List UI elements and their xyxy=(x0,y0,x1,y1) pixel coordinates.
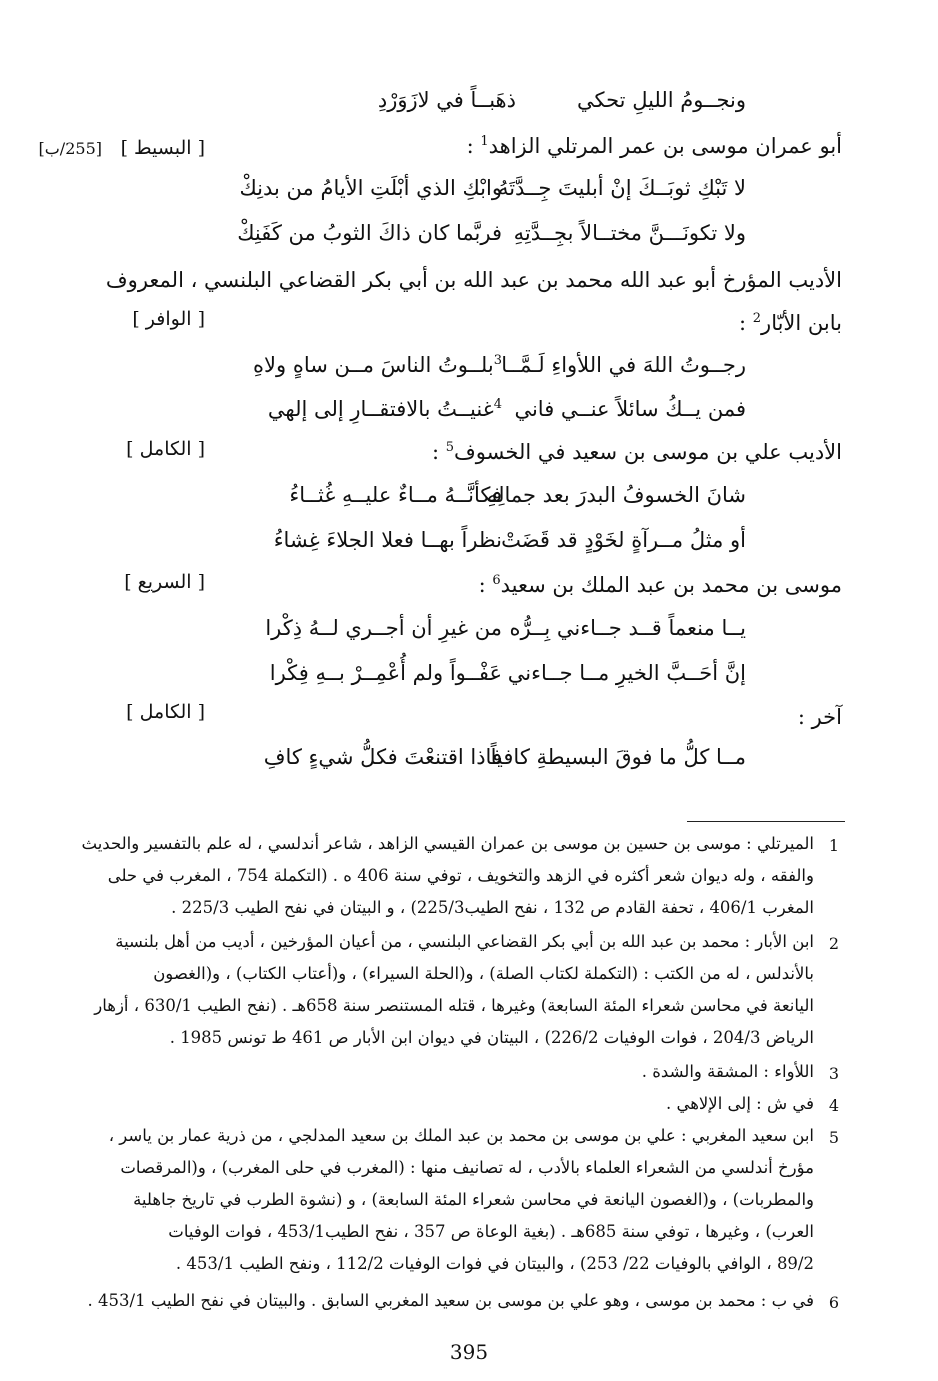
meter-label: [ البسيط ] xyxy=(120,137,205,159)
hemistich-first: يــا منعماً قــد جــاءني بِــرُّه xyxy=(509,616,746,640)
note-ref: 6 xyxy=(492,573,501,588)
note-ref: 1 xyxy=(480,134,489,149)
poet-intro: أبو عمران موسى بن عمر المرتلي الزاهد$^1$ : xyxy=(466,134,842,158)
meter-label: [ الكامل ] xyxy=(126,438,205,460)
footnote-line: اللأواء : المشقة والشدة . xyxy=(641,1062,814,1081)
footnote-number: 1 xyxy=(828,836,840,855)
hemistich-second: $^3$بلــوتُ الناسَ مــن ساهٍ ولاهِ xyxy=(253,353,502,377)
meter-label: [ الوافر ] xyxy=(132,308,205,330)
poet-intro: بابن الأبّار$^2$ : xyxy=(739,311,842,335)
footnote-line: الميرتلي : موسى بن حسين بن موسى بن عمران القيسي الزاهد ، شاعر أندلسي ، له علم بالتفسير والحديث xyxy=(81,834,814,853)
hemistich-first: ولا تكونَـــنَّ مختــالاً بجِــدَّتِهِ xyxy=(513,221,746,245)
hemistich-second: وابْكِ الذي أبْلَتِ الأيامُ من بدنِكْ xyxy=(239,176,502,200)
poet-intro: آخر : xyxy=(797,705,842,729)
footnote-line: اليانعة في محاسن شعراء المئة السابعة) وغيرها ، قتله المستنصر سنة 658هـ . (نفح الطيب 630/1 ، أزهار xyxy=(94,996,814,1015)
footnote-line: الرياض 204/3 ، فوات الوفيات 226/2) ، البيتان في ديوان ابن الأبار ص 461 ط تونس 1985 . xyxy=(169,1028,814,1047)
note-ref: 3 xyxy=(493,353,502,368)
hemistich-first: ونجــومُ الليلِ تحكي xyxy=(577,88,746,112)
note-ref: 4 xyxy=(493,397,502,412)
footnote-line: والمطربات) ، و(الغصون اليانعة في محاسن شعراء المئة السابعة) ، و (نشوة الطرب في تاريخ جاهلية xyxy=(133,1190,814,1209)
hemistich-second: فربَّما كان ذاكَ الثوبُ من كَفَنِكْ xyxy=(237,221,502,245)
footnote-line: 89/2 ، الوافي بالوفيات 22/ 253) ، والبيتان في فوات الوفيات 112/2 ، ونفح الطيب 453/1 . xyxy=(175,1254,814,1273)
hemistich-second: من غيرِ أن أجــري لــهُ ذِكْرا xyxy=(265,616,502,640)
folio-marker: [255/ب] xyxy=(38,139,102,158)
hemistich-first: رجــوتُ اللهَ في اللأواءِ لَـمَّــا xyxy=(501,353,746,377)
hemistich-second: $^4$غنيــتُ بالافتقــارِ إلى إلهي xyxy=(267,397,502,421)
footnote-line: في ب : محمد بن موسى ، وهو علي بن موسى بن سعيد المغربي السابق . والبيتان في نفح الطيب 453/1 . xyxy=(87,1291,814,1310)
note-ref: 5 xyxy=(445,440,455,455)
hemistich-first: إنَّ أحَــبَّ الخيرِ مــا جــاءني xyxy=(507,661,746,685)
hemistich-first: شانَ الخسوفُ البدرَ بعد جمالِهِ xyxy=(486,483,746,507)
note-ref: 2 xyxy=(752,311,762,326)
footnote-number: 4 xyxy=(828,1096,840,1115)
hemistich-first: فمن يــكُ سائلاً عنــي فاني xyxy=(514,397,746,421)
footnote-line: ابن سعيد المغربي : علي بن موسى بن محمد بن عبد الملك بن سعيد المدلجي ، من ذرية عمار بن ياسر ، xyxy=(108,1126,814,1145)
meter-label: [ الكامل ] xyxy=(126,701,205,723)
hemistich-first: لا تَبْكِ ثوبَــكَ إنْ أبليتَ جِــدَّتَهُ xyxy=(497,176,746,200)
footnote-line: مؤرخ أندلسي من الشعراء العلماء بالأدب ، له تصانيف منها : (المغرب في حلى المغرب) ، و(المرقصات xyxy=(120,1158,814,1177)
footnote-line: بالأندلس ، له من الكتب : (التكملة لكتاب الصلة) ، و(الحلة السيراء) ، و(أعتاب الكتاب) ، و(الغصون xyxy=(153,964,814,983)
footnote-separator xyxy=(687,821,845,822)
footnote-number: 2 xyxy=(828,934,840,953)
poet-intro-line: الأديب المؤرخ أبو عبد الله محمد بن عبد الله بن أبي بكر القضاعي البلنسي ، المعروف xyxy=(105,268,842,292)
poet-intro: موسى بن محمد بن عبد الملك بن سعيد$^6$ : xyxy=(478,573,842,597)
hemistich-second: ذهَبــاً في لازَوَرْدِ xyxy=(377,88,516,112)
footnote-line: ابن الأبار : محمد بن عبد الله بن أبي بكر القضاعي البلنسي ، من أعيان المؤرخين ، أديب من أهل بلنسية xyxy=(115,932,814,951)
hemistich-second: فاذا اقتنعْتَ فكلُّ شيءٍ كافِ xyxy=(263,745,502,769)
footnote-line: العرب) ، وغيرها ، توفي سنة 685هـ . (بغية الوعاة ص 357 ، نفح الطيب453/1 ، فوات الوفيات xyxy=(168,1222,814,1241)
meter-label: [ السريع ] xyxy=(124,571,205,593)
page-number: 395 xyxy=(449,1340,489,1364)
poet-intro: الأديب علي بن موسى بن سعيد في الخسوف$^5$ : xyxy=(431,440,842,464)
footnote-number: 5 xyxy=(828,1128,840,1147)
hemistich-first: مــا كلُّ ما فوقَ البسيطةِ كافياً xyxy=(490,745,746,769)
hemistich-first: أو مثلُ مــرآةٍ لخَوْدٍ قد قَضَتْ xyxy=(501,528,746,552)
footnote-number: 6 xyxy=(828,1293,840,1312)
hemistich-second: عَفْــواً ولم أُعْمِــرْ بــهِ فِكْرا xyxy=(269,661,502,685)
footnote-number: 3 xyxy=(828,1064,840,1083)
footnote-line: المغرب 406/1 ، تحفة القادم ص 132 ، نفح الطيب225/3) ، و البيتان في نفح الطيب 225/3 . xyxy=(171,898,814,917)
hemistich-second: نظراً بهــا فعلا الجلاءَ غِشاءُ xyxy=(273,528,502,552)
footnote-line: والفقه ، وله ديوان شعر أكثره في الزهد والتخويف ، توفي سنة 406 ه . (التكملة 754 ، المغرب في حلى xyxy=(107,866,814,885)
hemistich-second: فكأنَّــهُ مــاءٌ عليــهِ غُثــاءُ xyxy=(289,483,502,507)
footnote-line: في ش : إلى الإلاهي . xyxy=(665,1094,814,1113)
